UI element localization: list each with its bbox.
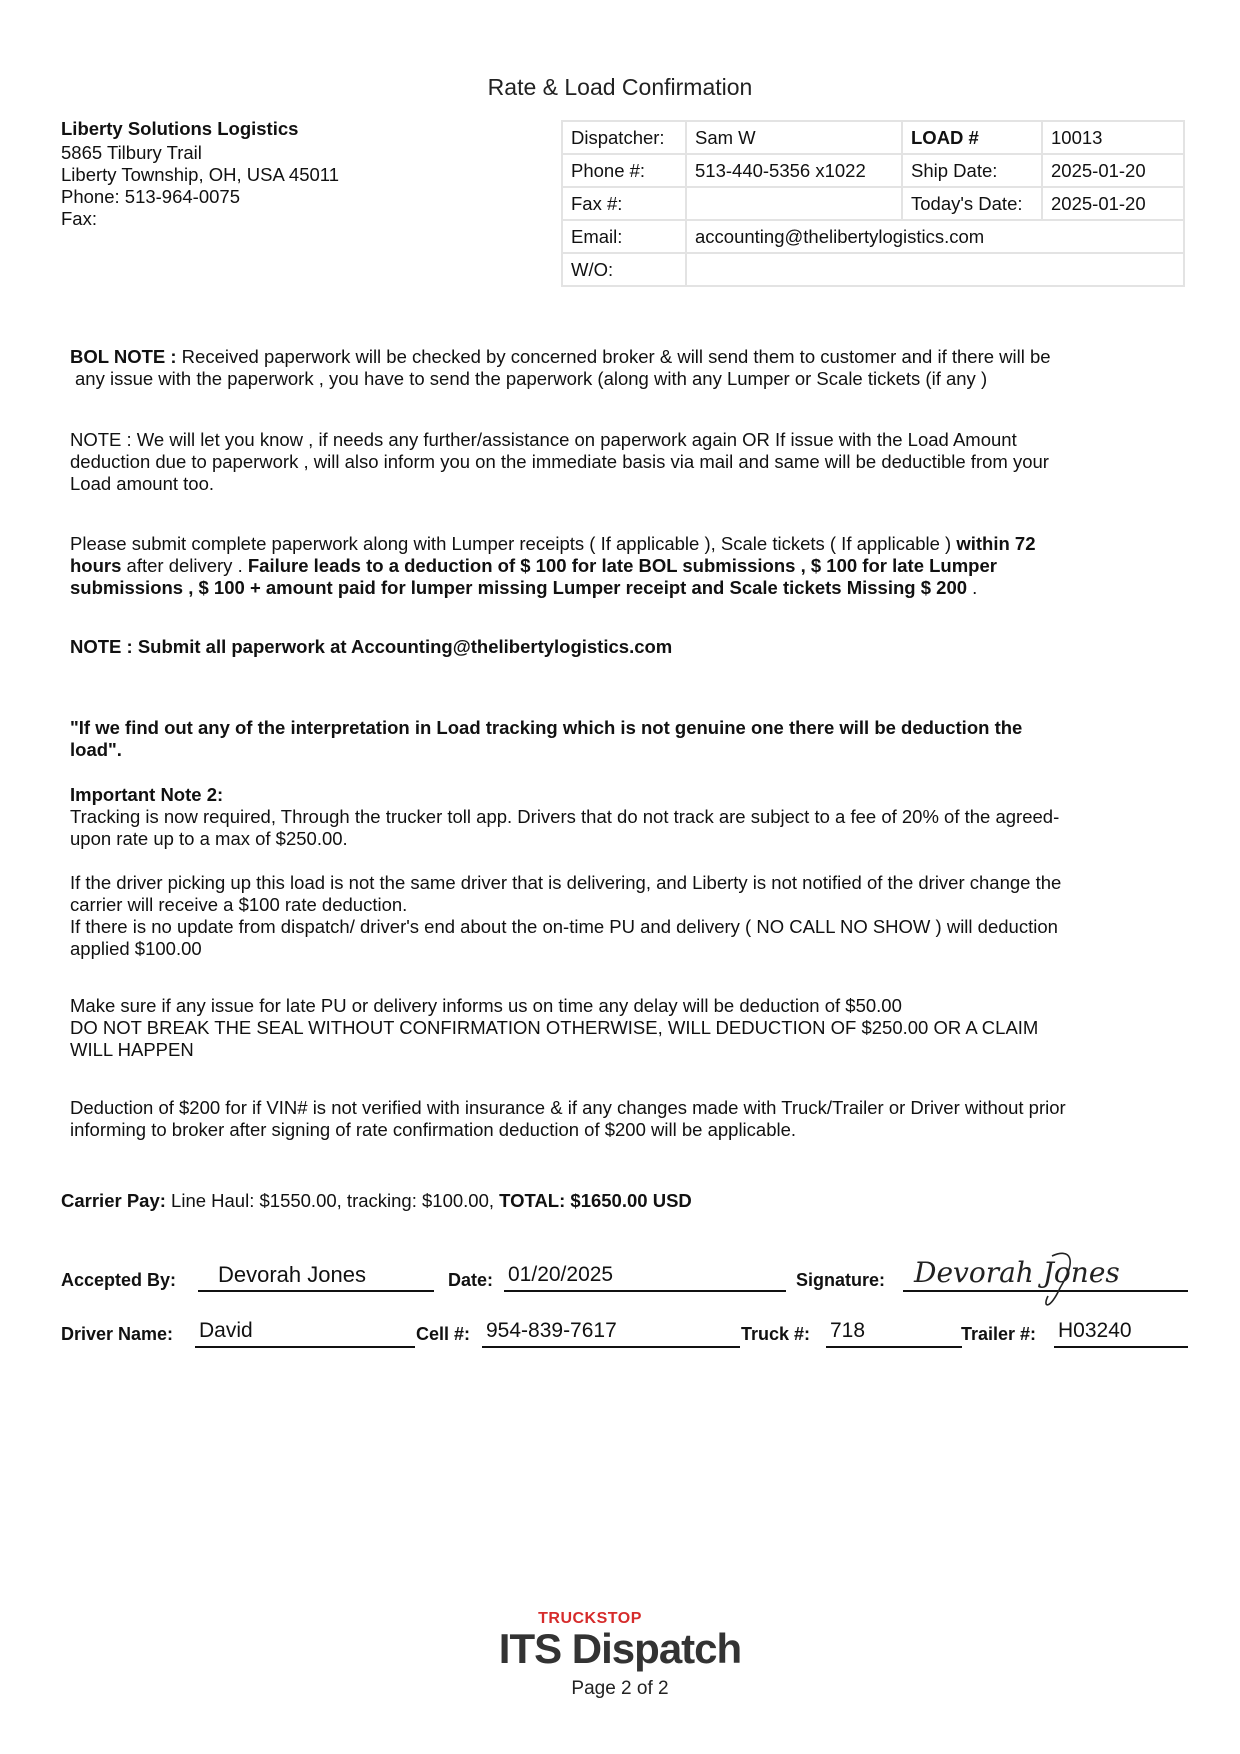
table-row xyxy=(562,187,1184,220)
dispatcher-label: Dispatcher: xyxy=(562,121,686,154)
trailer-field[interactable]: H03240 xyxy=(1054,1318,1188,1348)
important-note xyxy=(70,784,1180,850)
logo-brand: TRUCKSTOP xyxy=(538,1610,642,1627)
todays-date-value: 2025-01-20 xyxy=(1042,187,1184,220)
wo-label: W/O: xyxy=(562,253,686,286)
no-update-line1: If there is no update from dispatch/ driver's end about the on-time PU and delivery ( NO CALL NO SHOW ) will deduction xyxy=(70,916,1058,937)
submission-after: after delivery . xyxy=(121,555,248,576)
truck-label: Truck #: xyxy=(741,1324,811,1344)
fax-label: Fax #: xyxy=(562,187,686,220)
signature-image xyxy=(910,1248,1160,1318)
table-row xyxy=(562,121,1184,154)
company-address-line1: 5865 Tilbury Trail xyxy=(61,142,202,163)
bol-note-text-2: any issue with the paperwork , you have to send the paperwork (along with any Lumper or Scale tickets (if any ) xyxy=(75,368,988,389)
document-title: Rate & Load Confirmation xyxy=(487,74,753,100)
fax-value xyxy=(686,187,902,220)
cell-field[interactable]: 954-839-7617 xyxy=(482,1318,740,1348)
driver-name-field[interactable]: David xyxy=(195,1318,415,1348)
load-info-table xyxy=(561,120,1185,287)
table-row xyxy=(562,154,1184,187)
no-update-line2: applied $100.00 xyxy=(70,938,202,959)
tracking-quote-line2: load". xyxy=(70,739,122,760)
submission-penalty: Failure leads to a deduction of $ 100 for late BOL submissions , $ 100 for late Lumper xyxy=(247,555,997,576)
wo-value xyxy=(686,253,1184,286)
carrier-pay xyxy=(61,1190,692,1212)
seal-note-line1: DO NOT BREAK THE SEAL WITHOUT CONFIRMATION OTHERWISE, WILL DEDUCTION OF $250.00 OR A CLAIM xyxy=(70,1017,1039,1038)
seal-note-line2: WILL HAPPEN xyxy=(70,1039,194,1060)
truck-field[interactable]: 718 xyxy=(826,1318,962,1348)
carrier-pay-label: Carrier Pay: xyxy=(61,1190,166,1211)
carrier-pay-total: TOTAL: $1650.00 USD xyxy=(499,1190,692,1211)
submission-hours: hours xyxy=(70,555,122,576)
paperwork-note-line3: Load amount too. xyxy=(70,473,214,494)
submission-penalty-2: submissions , $ 100 + amount paid for lumper missing Lumper receipt and Scale tickets Missing $ 200 xyxy=(70,577,968,598)
accepted-by-label: Accepted By: xyxy=(61,1270,177,1290)
paperwork-note-line2: deduction due to paperwork , will also inform you on the immediate basis via mail and same will be deductible from your xyxy=(70,451,1049,472)
late-note: Make sure if any issue for late PU or delivery informs us on time any delay will be deduction of $50.00 xyxy=(70,995,902,1016)
driver-name-label: Driver Name: xyxy=(61,1324,174,1344)
ship-date-value: 2025-01-20 xyxy=(1042,154,1184,187)
date-field[interactable]: 01/20/2025 xyxy=(504,1262,786,1292)
logo-product: ITS Dispatch xyxy=(498,1625,742,1672)
tracking-quote-line1: "If we find out any of the interpretation in Load tracking which is not genuine one there will be deduction the xyxy=(70,717,1023,738)
email-value: accounting@thelibertylogistics.com xyxy=(686,220,1184,253)
load-number-label: LOAD # xyxy=(902,121,1042,154)
bol-note xyxy=(70,346,1180,390)
cell-label: Cell #: xyxy=(416,1324,471,1344)
company-block xyxy=(61,118,339,230)
vin-note-line1: Deduction of $200 for if VIN# is not verified with insurance & if any changes made with Truck/Trailer or Driver without prior xyxy=(70,1097,1066,1118)
date-label: Date: xyxy=(448,1270,494,1290)
ship-date-label: Ship Date: xyxy=(902,154,1042,187)
phone-label: Phone #: xyxy=(562,154,686,187)
company-fax: Fax: xyxy=(61,208,97,229)
bol-note-label: BOL NOTE : xyxy=(70,346,177,367)
vin-note xyxy=(70,1097,1180,1141)
signature-text: Devorah Jones xyxy=(914,1256,1120,1289)
submission-text: Please submit complete paperwork along with Lumper receipts ( If applicable ), Scale tickets ( If applicable ) xyxy=(70,533,957,554)
driver-change-line2: carrier will receive a $100 rate deduction. xyxy=(70,894,408,915)
tracking-quote xyxy=(70,717,1180,761)
important-note-line1: Tracking is now required, Through the trucker toll app. Drivers that do not track are subject to a fee of 20% of the agreed- xyxy=(70,806,1060,827)
load-number-value: 10013 xyxy=(1042,121,1184,154)
table-row xyxy=(562,253,1184,286)
trailer-label: Trailer #: xyxy=(961,1324,1037,1344)
vin-note-line2: informing to broker after signing of rate confirmation deduction of $200 will be applicable. xyxy=(70,1119,797,1140)
page-number: Page 2 of 2 xyxy=(571,1678,669,1699)
signature-label: Signature: xyxy=(796,1270,886,1290)
company-address-line2: Liberty Township, OH, USA 45011 xyxy=(61,164,339,185)
bol-note-text: Received paperwork will be checked by concerned broker & will send them to customer and if there will be xyxy=(176,346,1051,367)
important-note-label: Important Note 2: xyxy=(70,784,224,805)
company-phone: Phone: 513-964-0075 xyxy=(61,186,240,207)
carrier-pay-details: Line Haul: $1550.00, tracking: $100.00, xyxy=(165,1190,500,1211)
todays-date-label: Today's Date: xyxy=(902,187,1042,220)
submission-deadline: within 72 xyxy=(956,533,1036,554)
truckstop-logo xyxy=(0,1610,1240,1670)
table-row xyxy=(562,220,1184,253)
submission-note xyxy=(70,533,1180,599)
driver-change-note xyxy=(70,872,1180,960)
accepted-by-field[interactable]: Devorah Jones xyxy=(198,1262,434,1292)
late-seal-note xyxy=(70,995,1180,1061)
driver-change-line1: If the driver picking up this load is not the same driver that is delivering, and Liberty is not notified of the driver change the xyxy=(70,872,1062,893)
phone-value: 513-440-5356 x1022 xyxy=(686,154,902,187)
company-name: Liberty Solutions Logistics xyxy=(61,118,299,139)
important-note-line2: upon rate up to a max of $250.00. xyxy=(70,828,348,849)
email-label: Email: xyxy=(562,220,686,253)
dispatcher-value: Sam W xyxy=(686,121,902,154)
submit-all-note: NOTE : Submit all paperwork at Accounting@thelibertylogistics.com xyxy=(70,636,673,657)
paperwork-note xyxy=(70,429,1180,495)
submission-end: . xyxy=(967,577,978,598)
paperwork-note-line1: NOTE : We will let you know , if needs any further/assistance on paperwork again OR If issue with the Load Amount xyxy=(70,429,1017,450)
